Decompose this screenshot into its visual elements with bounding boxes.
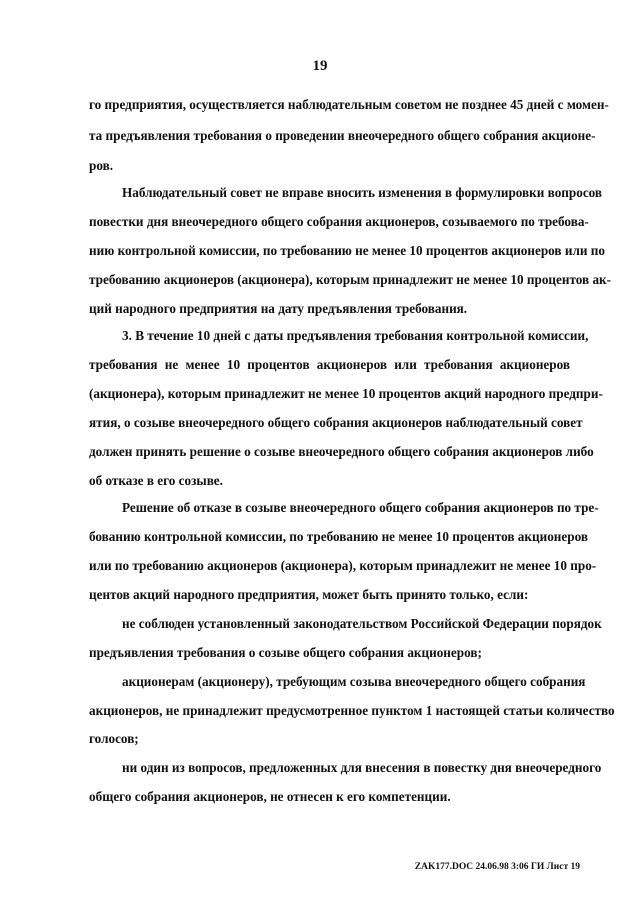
- text-line: об отказе в его созыве.: [89, 473, 223, 488]
- text-line: ций народного предприятия на дату предъявления требования.: [89, 301, 468, 316]
- text-line: общего собрания акционеров, не отнесен к его компетенции.: [89, 789, 451, 804]
- text-line: или по требованию акционеров (акционера), которым принадлежит не менее 10 про-: [89, 558, 597, 573]
- text-line: Решение об отказе в созыве внеочередного общего собрания акционеров по тре-: [122, 500, 599, 515]
- text-line: го предприятия, осуществляется наблюдательным советом не позднее 45 дней с момен-: [89, 97, 609, 112]
- text-line: ров.: [89, 158, 114, 173]
- page-number: 19: [312, 58, 328, 74]
- text-line: центов акций народного предприятия, может быть принято только, если:: [89, 587, 529, 602]
- text-line: акционерам (акционеру), требующим созыва внеочередного общего собрания: [122, 674, 586, 689]
- text-line: не соблюден установленный законодательством Российской Федерации порядок: [122, 616, 602, 631]
- text-line: голосов;: [89, 731, 139, 746]
- text-line: та предъявления требования о проведении внеочередного общего собрания акционе-: [89, 128, 596, 143]
- text-line: нию контрольной комиссии, по требованию не менее 10 процентов акционеров или по: [89, 243, 605, 258]
- text-line: акционеров, не принадлежит предусмотренное пунктом 1 настоящей статьи количество: [89, 703, 615, 718]
- text-line: бованию контрольной комиссии, по требованию не менее 10 процентов акционеров: [89, 529, 588, 544]
- text-line: ятия, о созыве внеочередного общего собрания акционеров наблюдательный совет: [89, 415, 583, 430]
- footer-doc-info: ZAK177.DOC 24.06.98 3:06 ГИ Лист 19: [414, 862, 580, 872]
- text-line: ни один из вопросов, предложенных для внесения в повестку дня внеочередного: [122, 760, 602, 775]
- text-line: требованию акционеров (акционера), которым принадлежит не менее 10 процентов ак-: [89, 272, 612, 287]
- text-line: повестки дня внеочередного общего собрания акционеров, созываемого по требова-: [89, 214, 589, 229]
- text-line: предъявления требования о созыве общего собрания акционеров;: [89, 645, 482, 660]
- text-line: (акционера), которым принадлежит не менее 10 процентов акций народного предпри-: [89, 386, 603, 401]
- text-line: Наблюдательный совет не вправе вносить изменения в формулировки вопросов: [122, 185, 603, 200]
- text-line: должен принять решение о созыве внеочередного общего собрания акционеров либо: [89, 444, 594, 459]
- text-line: 3. В течение 10 дней с даты предъявления требования контрольной комиссии,: [122, 328, 589, 343]
- text-line: требования не менее 10 процентов акционеров или требования акционеров: [89, 357, 570, 372]
